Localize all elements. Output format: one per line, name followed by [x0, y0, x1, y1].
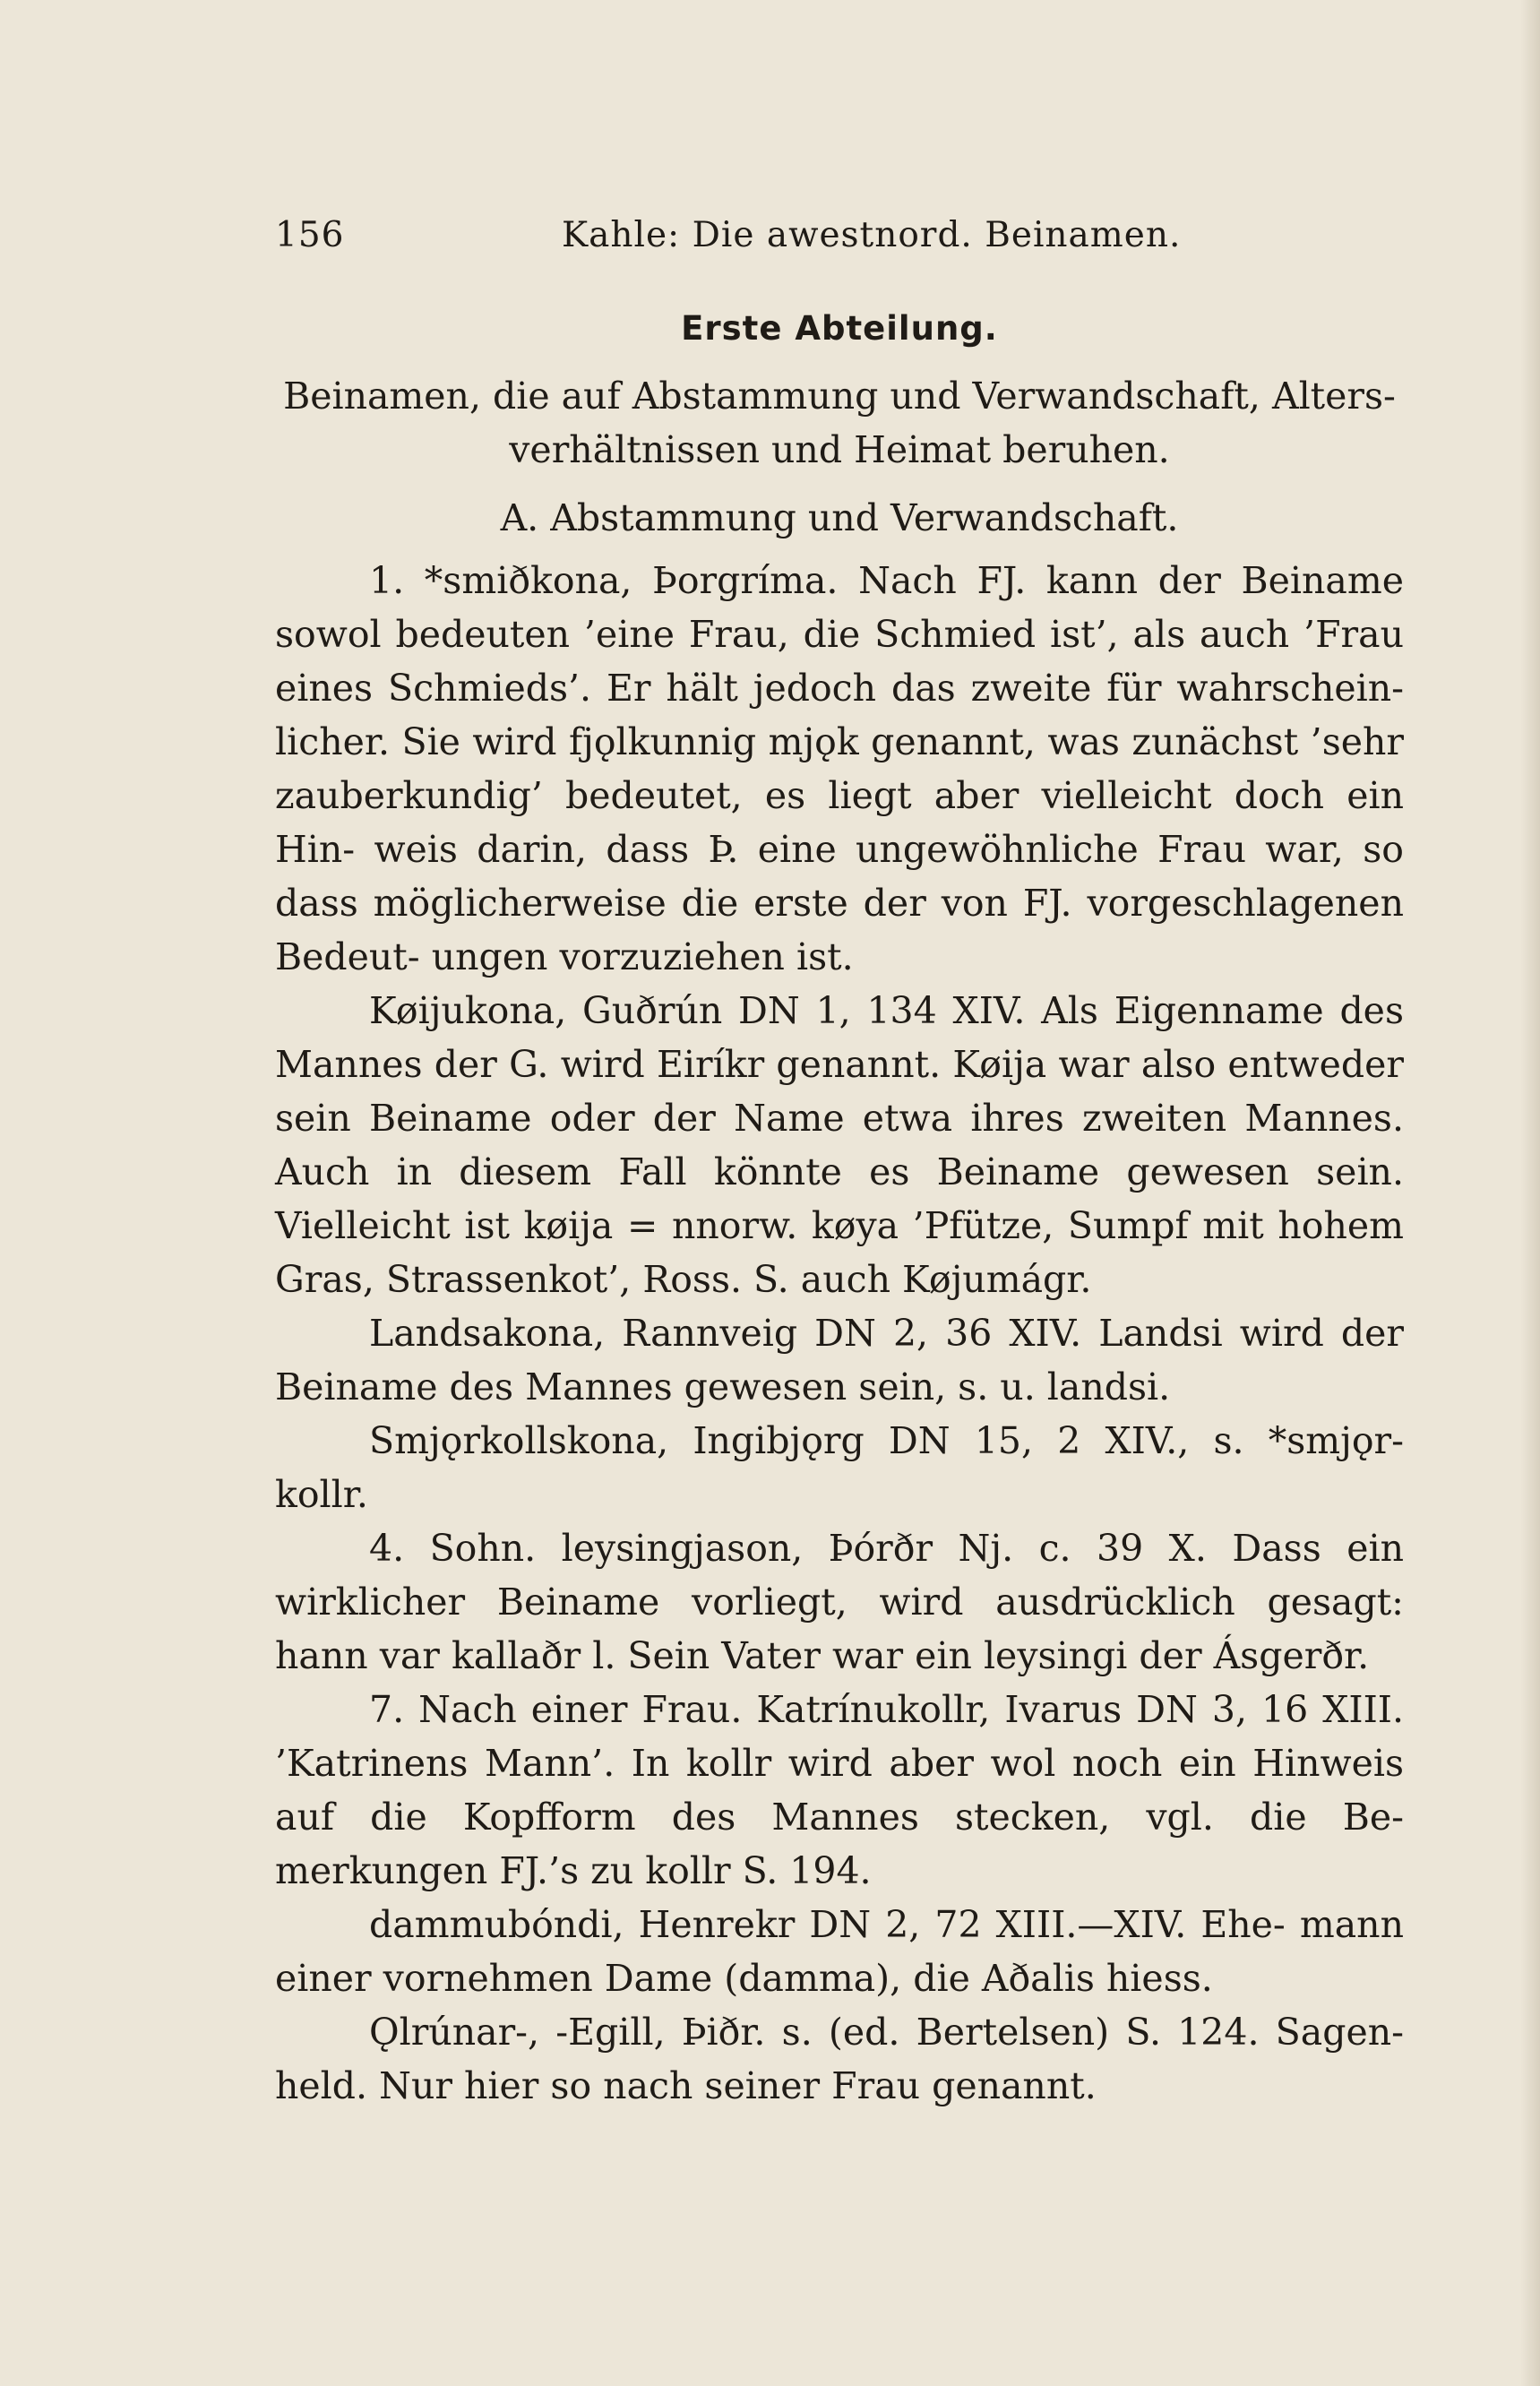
body-text — [275, 554, 1404, 2113]
paragraph-leysingjason — [275, 1521, 1404, 1683]
text-line: 4. Sohn. leysingjason, Þórðr Nj. c. 39 X. Dass ein — [369, 1527, 1404, 1570]
paragraph-landsakona — [275, 1306, 1404, 1414]
text-line: möglicherweise die erste der von FJ. vorgeschlagenen Bedeut- — [275, 882, 1404, 978]
section-subtitle-line: verhältnissen und Heimat beruhen. — [509, 428, 1170, 471]
text-line: eines Schmieds’. Er hält jedoch das zweite für wahrschein- — [275, 667, 1404, 710]
text-line: 7. Nach einer Frau. Katrínukollr, Ivarus DN 3, 16 — [369, 1688, 1323, 1731]
text-line: licher. Sie wird fjǫlkunnig mjǫk genannt, was zunächst ’sehr — [275, 720, 1404, 763]
text-line: Ǫlrúnar-, -Egill, Þiðr. s. (ed. Bertelsen) S. 124. Sagen- — [369, 2011, 1404, 2054]
text-line: Hinweis auf die Kopfform des Mannes stecken, vgl. die Be- — [275, 1742, 1404, 1839]
section-title: Erste Abteilung. — [681, 309, 998, 348]
text-line: kollr. — [275, 1473, 368, 1516]
text-line: des Mannes der G. wird Eiríkr genannt. Køija war also — [275, 989, 1404, 1086]
section-subtitle — [275, 369, 1404, 477]
paragraph-olrunar — [275, 2005, 1404, 2113]
text-line: Smjǫrkollskona, Ingibjǫrg DN 15, 2 XIV., s. *smjǫr- — [369, 1419, 1404, 1462]
text-line: entweder sein Beiname oder der Name etwa ihres zweiten — [275, 1043, 1404, 1140]
text-line: mann einer vornehmen Dame (damma), die Aðalis hiess. — [275, 1903, 1404, 2000]
text-line: var kallaðr l. Sein Vater war ein leysingi der Ásgerðr. — [379, 1634, 1370, 1677]
text-line: hohem Gras, Strassenkot’, Ross. S. auch Køjumágr. — [275, 1204, 1404, 1301]
text-line: 1. *smiðkona, Þorgríma. Nach FJ. kann der Beiname — [369, 559, 1404, 602]
paragraph-smidkona — [275, 554, 1404, 984]
paragraph-katrinukollr — [275, 1683, 1404, 1898]
page-edge-shadow — [1520, 0, 1540, 2386]
text-line: wirklicher Beiname vorliegt, wird ausdrücklich gesagt: hann — [275, 1581, 1404, 1677]
paragraph-dammubondi — [275, 1898, 1404, 2005]
subsection-heading: A. Abstammung und Verwandschaft. — [500, 496, 1179, 539]
text-line: weis darin, dass Þ. eine ungewöhnliche Frau war, so dass — [275, 828, 1404, 925]
running-title: Kahle: Die awestnord. Beinamen. — [562, 215, 1182, 255]
text-line: dammubóndi, Henrekr DN 2, 72 XIII.—XIV. Ehe- — [369, 1903, 1286, 1946]
text-line: zauberkundig’ bedeutet, es liegt aber vielleicht doch ein Hin- — [275, 774, 1404, 871]
section-subtitle-line: Beinamen, die auf Abstammung und Verwandschaft, Alters- — [283, 375, 1396, 418]
text-line: Landsakona, Rannveig DN 2, 36 XIV. Landsi wird — [369, 1312, 1341, 1355]
text-line: Mannes. Auch in diesem Fall könnte es Beiname gewesen — [275, 1097, 1404, 1193]
page-number: 156 — [275, 215, 345, 255]
text-line: ungen vorzuziehen ist. — [431, 935, 854, 978]
text-line: sein. Vielleicht ist køija = nnorw. køya ’Pfütze, Sumpf mit — [275, 1150, 1404, 1247]
paragraph-koijukona — [275, 984, 1404, 1306]
text-line: merkungen FJ.’s zu kollr S. 194. — [275, 1849, 872, 1892]
paragraph-smjorkollskona — [275, 1414, 1404, 1521]
text-line: der Beiname des Mannes gewesen sein, s. u. landsi. — [275, 1312, 1404, 1408]
text-line: XIII. ’Katrinens Mann’. In kollr wird aber wol noch ein — [275, 1688, 1404, 1785]
text-line: Køijukona, Guðrún DN 1, 134 XIV. Als Eigenname — [369, 989, 1340, 1032]
text-line: held. Nur hier so nach seiner Frau genannt. — [275, 2064, 1097, 2107]
text-line: sowol bedeuten ’eine Frau, die Schmied ist’, als auch ’Frau — [275, 613, 1404, 656]
